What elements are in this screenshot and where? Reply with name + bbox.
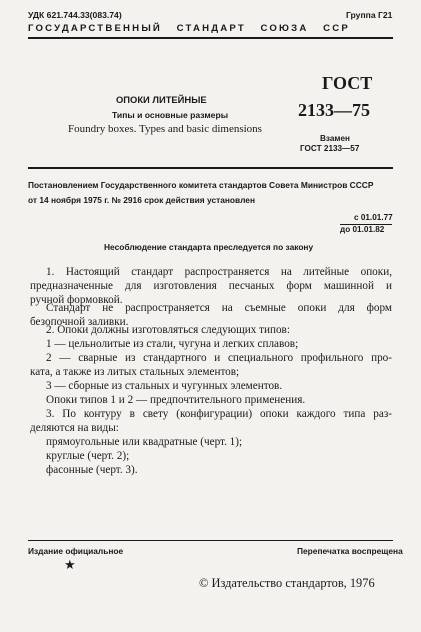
shape-shaped: фасонные (черт. 3).: [46, 464, 138, 476]
type-1-item: 1 — цельнолитые из стали, чугуна и легких сплавов;: [46, 338, 299, 350]
preferred-types-note: Опоки типов 1 и 2 — предпочтительного применения.: [46, 394, 306, 406]
legal-warning: Несоблюдение стандарта преследуется по закону: [104, 242, 314, 252]
title-ru: ОПОКИ ЛИТЕЙНЫЕ: [116, 94, 207, 105]
paragraph-1-line-2: предназначенные для изготовления песчаных форм машинной и: [30, 280, 392, 292]
paragraph-1-line-3: ручной формовкой.: [30, 294, 123, 306]
title-en: Foundry boxes. Types and basic dimensions: [68, 123, 262, 135]
type-2-item-line-2: ката, а также из литых стальных элементов;: [30, 366, 240, 378]
decree-line-1: Постановлением Государственного комитета стандартов Совета Министров СССР: [28, 180, 374, 190]
paragraph-2-line-1: Стандарт не распространяется на съемные опоки для форм: [46, 302, 392, 314]
footer-rule: [28, 540, 393, 541]
replaces-label: Взамен: [320, 134, 350, 143]
shape-round: круглые (черт. 2);: [46, 450, 130, 462]
paragraph-types-intro: 2. Опоки должны изготовляться следующих типов:: [46, 324, 290, 336]
gost-number: 2133—75: [298, 100, 370, 120]
header-rule: [28, 37, 393, 39]
shape-rectangular: прямоугольные или квадратные (черт. 1);: [46, 436, 243, 448]
paragraph-1-line-1: 1. Настоящий стандарт распространяется на литейные опоки,: [46, 266, 392, 278]
paragraph-3-line-1: 3. По контуру в свету (конфигурации) опоки каждого типа раз-: [46, 408, 392, 420]
title-rule: [28, 167, 393, 169]
star-icon: ★: [64, 557, 76, 572]
gost-label: ГОСТ: [322, 73, 373, 93]
replaces-standard: ГОСТ 2133—57: [300, 144, 360, 153]
type-2-item-line-1: 2 — сварные из стандартного и специального профильного про-: [46, 352, 392, 364]
type-3-item: 3 — сборные из стальных и чугунных элементов.: [46, 380, 283, 392]
valid-from: с 01.01.77: [354, 213, 393, 222]
title-ru-subtitle: Типы и основные размеры: [112, 110, 229, 120]
reprint-prohibited: Перепечатка воспрещена: [297, 546, 403, 556]
paragraph-2-line-2: безопочной заливки.: [30, 316, 129, 328]
paragraph-3-line-2: деляются на виды:: [30, 422, 119, 434]
state-standard-heading: ГОСУДАРСТВЕННЫЙ СТАНДАРТ СОЮЗА ССР: [28, 23, 350, 34]
decree-line-2: от 14 ноября 1975 г. № 2916 срок действия установлен: [28, 195, 256, 205]
publisher-copyright: © Издательство стандартов, 1976: [199, 576, 375, 590]
valid-to: до 01.01.82: [340, 225, 385, 234]
official-edition: Издание официальное: [28, 546, 124, 556]
group-code: Группа Г21: [346, 10, 393, 20]
udk-code: УДК 621.744.33(083.74): [28, 10, 122, 20]
